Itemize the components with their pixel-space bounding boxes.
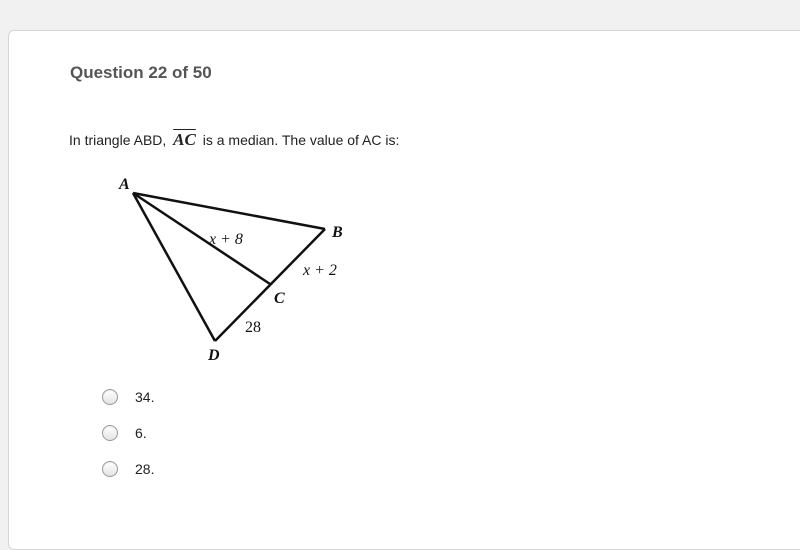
option-label: 6. bbox=[135, 425, 147, 441]
vertex-label-d: D bbox=[208, 347, 220, 364]
vertex-label-b: B bbox=[332, 224, 343, 241]
edge-da bbox=[133, 193, 215, 341]
radio-button[interactable] bbox=[102, 425, 118, 441]
answer-option-1[interactable] bbox=[102, 379, 154, 415]
option-label: 28. bbox=[135, 461, 155, 477]
answer-options bbox=[102, 379, 154, 487]
answer-option-2[interactable] bbox=[102, 415, 154, 451]
vertex-label-a: A bbox=[119, 176, 130, 193]
edge-label-ac: x + 8 bbox=[209, 231, 243, 248]
radio-button[interactable] bbox=[102, 389, 118, 405]
triangle-figure bbox=[9, 31, 409, 371]
prompt-before: In triangle ABD, bbox=[69, 132, 167, 148]
vertex-label-c: C bbox=[274, 290, 285, 307]
radio-button[interactable] bbox=[102, 461, 118, 477]
question-card bbox=[8, 30, 800, 550]
option-label: 34. bbox=[135, 389, 155, 405]
answer-option-3[interactable] bbox=[102, 451, 154, 487]
edge-label-dc: 28 bbox=[245, 319, 261, 336]
prompt-after: is a median. The value of AC is: bbox=[202, 132, 400, 148]
segment-label: $\overline{AC}$ bbox=[173, 130, 196, 149]
question-title: Question 22 of 50 bbox=[70, 63, 212, 82]
edge-label-cb: x + 2 bbox=[303, 262, 337, 279]
